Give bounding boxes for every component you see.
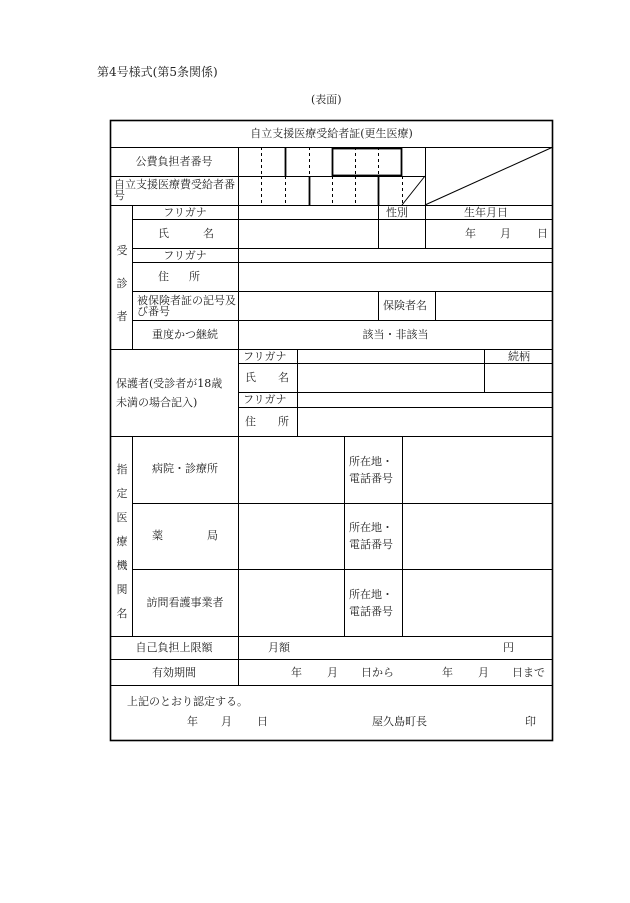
severe-continuous-label: 重度かつ継続 <box>152 328 218 341</box>
form-number: 第4号様式(第5条関係) <box>97 65 218 79</box>
guardian-address-furigana-label: フリガナ <box>243 393 287 406</box>
pharmacy-location-l1: 所在地・ <box>349 521 393 534</box>
insured-card-label: 被保険者証の記号及び番号 <box>137 294 236 318</box>
monthly-label: 月額 <box>268 641 290 654</box>
sex-label: 性別 <box>386 206 408 219</box>
copay-limit-label: 自己負担上限額 <box>135 641 213 654</box>
validity-from-year: 年 <box>291 666 302 679</box>
yen-label: 円 <box>503 641 514 654</box>
mayor-label: 屋久島町長 <box>372 715 427 728</box>
validity-to-day: 日まで <box>512 666 545 679</box>
pharmacy-location-l2: 電話番号 <box>349 538 393 551</box>
validity-from-month: 月 <box>327 666 338 679</box>
certify-text: 上記のとおり認定する。 <box>127 695 248 708</box>
validity-from-day: 日から <box>361 666 394 679</box>
recipient-address-label: 住所 <box>158 270 220 283</box>
relation-label: 続柄 <box>508 350 530 363</box>
certify-day: 日 <box>257 715 268 728</box>
hospital-location-l2: 電話番号 <box>349 472 393 485</box>
birth-day: 日 <box>537 227 548 240</box>
public-burden-number-label: 公費負担者番号 <box>135 155 213 168</box>
nursing-location-l2: 電話番号 <box>349 605 393 618</box>
certify-month: 月 <box>221 715 232 728</box>
guardian-label-line2: 未満の場合記入) <box>116 396 198 409</box>
certify-year: 年 <box>187 715 198 728</box>
validity-label: 有効期間 <box>152 666 196 679</box>
recipient-name-label: 氏名 <box>158 227 248 240</box>
side-label: (表面) <box>311 93 342 106</box>
designated-group-label: 指定医療機関名 <box>116 463 128 620</box>
guardian-furigana-label: フリガナ <box>243 350 287 363</box>
validity-to-month: 月 <box>478 666 489 679</box>
nursing-location-l1: 所在地・ <box>349 588 393 601</box>
guardian-address-label: 住所 <box>245 415 311 428</box>
insurer-name-label: 保険者名 <box>383 299 427 312</box>
seal-mark: 印 <box>525 715 536 728</box>
birth-month: 月 <box>500 227 511 240</box>
recipient-number-label: 自立支援医療費受給者番号 <box>114 178 235 202</box>
hospital-location-l1: 所在地・ <box>349 455 393 468</box>
pharmacy-label: 薬局 <box>152 529 262 542</box>
applicable-value: 該当・非該当 <box>362 328 429 341</box>
guardian-label-line1: 保護者(受診者が18歳 <box>116 377 223 390</box>
hospital-label: 病院・診療所 <box>152 462 218 475</box>
form-title: 自立支援医療受給者証(更生医療) <box>250 127 413 140</box>
recipient-group-label: 受診者 <box>116 244 128 323</box>
validity-to-year: 年 <box>442 666 453 679</box>
address-furigana-label: フリガナ <box>163 249 207 262</box>
guardian-name-label: 氏名 <box>245 371 311 384</box>
recipient-furigana-label: フリガナ <box>163 206 207 219</box>
nursing-label: 訪問看護事業者 <box>146 596 224 609</box>
birth-year: 年 <box>465 227 476 240</box>
birthdate-label: 生年月日 <box>464 206 508 219</box>
